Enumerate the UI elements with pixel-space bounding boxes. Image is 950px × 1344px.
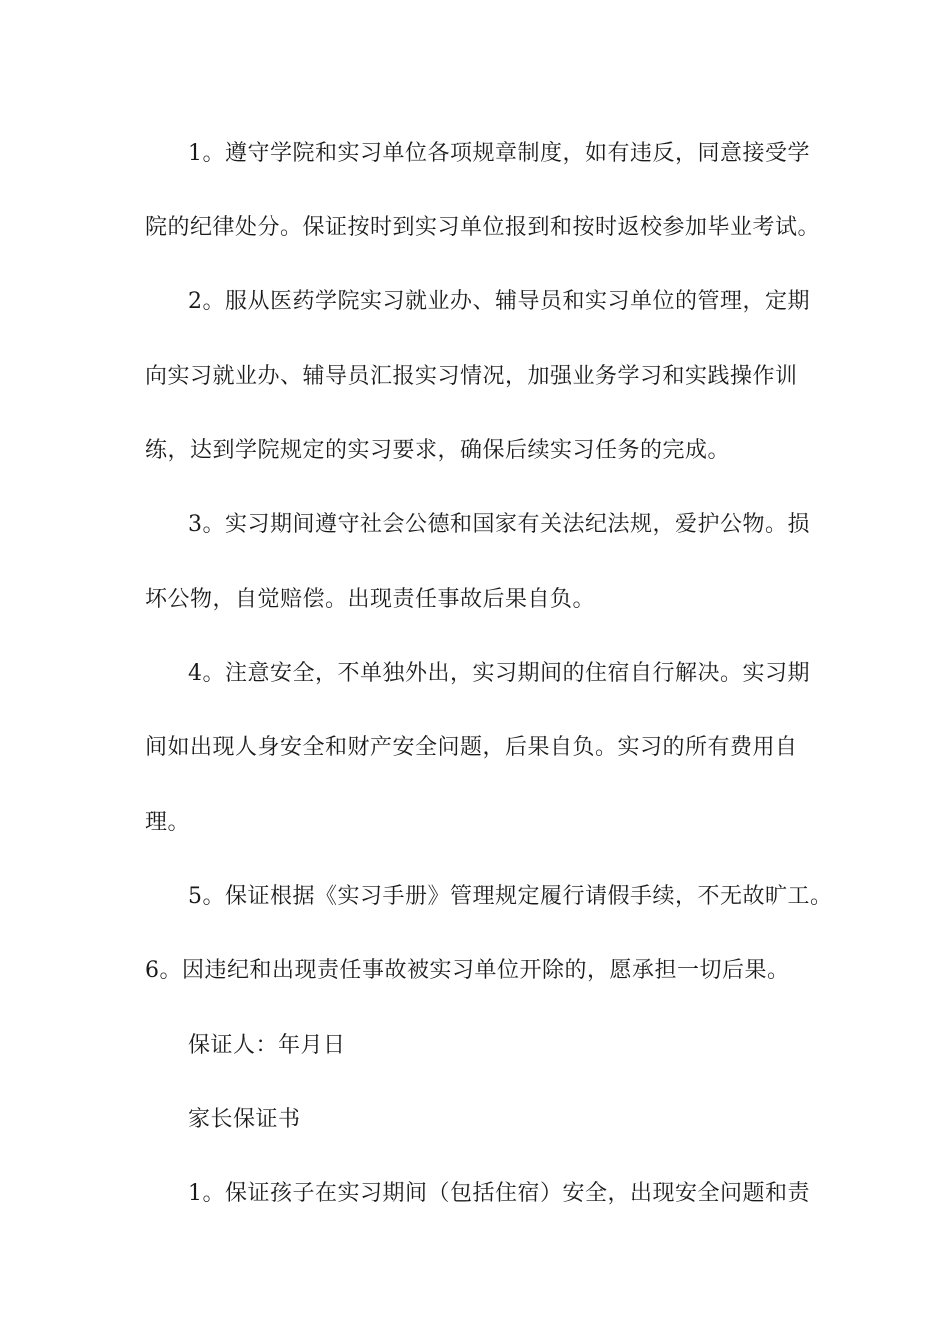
paragraph-3-line-2: 坏公物，自觉赔偿。出现责任事故后果自负。 xyxy=(145,587,596,612)
paragraph-3-line-1: 3。实习期间遵守社会公德和国家有关法纪法规，爱护公物。损 xyxy=(188,512,810,537)
paragraph-4-line-2: 间如出现人身安全和财产安全问题，后果自负。实习的所有费用自 xyxy=(145,735,798,760)
paragraph-1-line-1: 1。遵守学院和实习单位各项规章制度，如有违反，同意接受学 xyxy=(188,141,810,166)
paragraph-4-line-1: 4。注意安全，不单独外出，实习期间的住宿自行解决。实习期 xyxy=(188,661,810,686)
parent-paragraph-1-line-1: 1。保证孩子在实习期间（包括住宿）安全，出现安全问题和责 xyxy=(188,1181,810,1206)
paragraph-6-line-1: 6。因违纪和出现责任事故被实习单位开除的，愿承担一切后果。 xyxy=(145,958,790,983)
paragraph-2-line-2: 向实习就业办、辅导员汇报实习情况，加强业务学习和实践操作训 xyxy=(145,364,798,389)
paragraph-2-line-3: 练，达到学院规定的实习要求，确保后续实习任务的完成。 xyxy=(145,438,731,463)
paragraph-1-line-2: 院的纪律处分。保证按时到实习单位报到和按时返校参加毕业考试。 xyxy=(145,215,821,240)
guarantor-date-line: 保证人：年月日 xyxy=(188,1033,346,1058)
paragraph-2-line-1: 2。服从医药学院实习就业办、辅导员和实习单位的管理，定期 xyxy=(188,289,810,314)
paragraph-4-line-3: 理。 xyxy=(145,810,191,835)
paragraph-5-line-1: 5。保证根据《实习手册》管理规定履行请假手续，不无故旷工。 xyxy=(188,884,833,909)
section-title-parent-guarantee: 家长保证书 xyxy=(188,1107,301,1132)
